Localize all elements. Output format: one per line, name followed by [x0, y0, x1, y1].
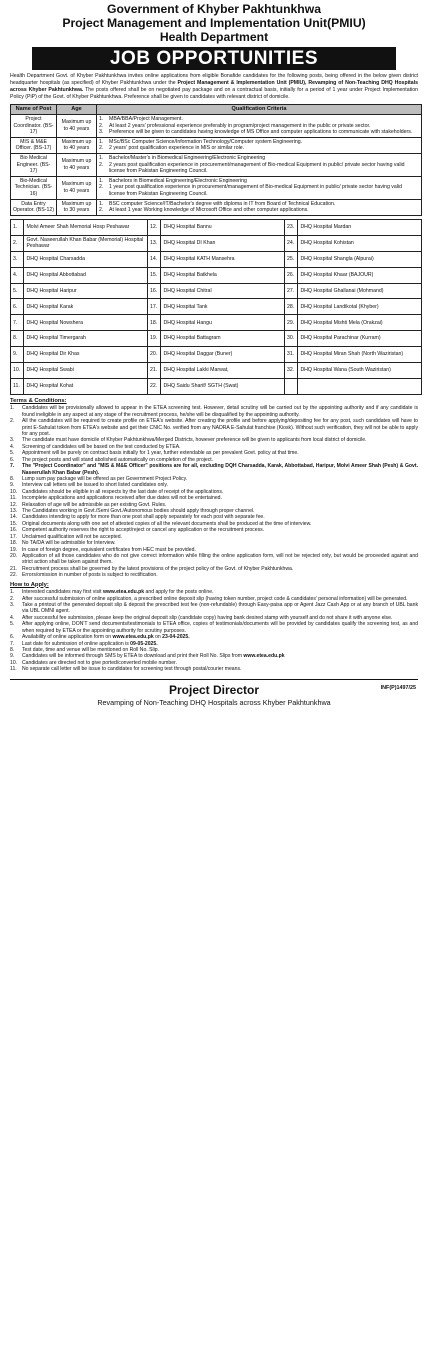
hospital-row	[11, 251, 422, 267]
criteria-text: 2 years post qualification experience in procurement/management of Bio-medical Equipment in public/ private sector having valid license from Pakistan Engineering Council.	[109, 161, 405, 175]
criteria-text: At least 1 year Working knowledge of Microsoft Office and other computer applications.	[109, 207, 309, 214]
term-text: Application of all those candidates who do not give correct information while filling the online application form, will not be rejected only, but would be proceeded against and strict action shall be taken against them.	[22, 553, 418, 566]
govt-title: Government of Khyber Pakhtunkhwa	[107, 2, 321, 16]
term-text: Unclaimed qualification will not be accepted.	[22, 533, 122, 540]
hospital-name: DHQ Hospital Battagram	[161, 331, 285, 347]
hospital-number: 27.	[284, 283, 297, 299]
hospital-name: DHQ Saidu Sharif/ SGTH (Swat)	[161, 378, 285, 394]
criteria-number: 3.	[99, 129, 104, 136]
hospitals-table-body	[11, 219, 422, 394]
hospital-number: 29.	[284, 315, 297, 331]
criteria-number: 2.	[99, 161, 104, 168]
criteria-text: 1 year post qualification experience in procurement/management of Bio-medical Equipment in public/ private sector having valid license from Pakistan Engineering Council.	[109, 184, 402, 197]
posts-table-header	[11, 105, 422, 115]
terms-title: Terms & Conditions:	[10, 397, 67, 404]
apply-number: 10.	[10, 659, 18, 666]
term-number: 11.	[10, 495, 17, 502]
hospital-name: DHQ Hospital DI Khan	[161, 235, 285, 251]
term-item	[10, 572, 418, 578]
hospital-name: DHQ Hospital Daggar (Buner)	[161, 347, 285, 363]
criteria-item	[99, 145, 419, 152]
hospital-name: DHQ Hospital Kohat	[24, 378, 148, 394]
post-name: Data Entry Operator. (BS-12)	[11, 199, 57, 215]
header	[4, 2, 424, 44]
term-text: In case of foreign degree, equivalent certificates from HEC must be provided.	[22, 546, 196, 553]
hospital-name: DHQ Hospital Mishti Mela (Orakzai)	[298, 315, 422, 331]
criteria-number: 1.	[99, 177, 104, 184]
terms-list	[10, 405, 418, 578]
col-name-of-post: Name of Post	[11, 105, 57, 115]
hospital-name: DHQ Hospital Parachinar (Kurram)	[298, 331, 422, 347]
apply-title: How to Apply:	[10, 581, 49, 588]
term-number: 8.	[10, 475, 15, 482]
apply-item	[10, 666, 418, 672]
term-text: Candidates will be provisionally allowed to appear in the ETEA screening test. However, detail scrutiny will be carried out by the appointing authority and if any candidate is found ineligible in any aspect at any stage of the recruitment process, he/she will be disqualified by the appointing authority.	[22, 405, 418, 418]
hospital-row	[11, 235, 422, 251]
criteria-number: 1.	[99, 154, 104, 161]
term-text: Relaxation of age will be admissible as per existing Govt. Rules.	[22, 501, 167, 508]
hospital-number: 6.	[11, 299, 24, 315]
hospital-name: Molvi Ameer Shah Memorial Hosp Peshawar	[24, 219, 148, 235]
criteria-number: 2.	[99, 184, 104, 191]
post-age: Maximum up to 40 years	[57, 137, 97, 153]
post-name: Bio-Medical Technician. (BS-16)	[11, 176, 57, 199]
hospital-row	[11, 331, 422, 347]
hospital-number: 31.	[284, 347, 297, 363]
criteria-number: 1.	[99, 138, 104, 145]
apply-number: 2.	[10, 595, 15, 602]
post-row	[11, 176, 422, 199]
hospital-number: 8.	[11, 331, 24, 347]
criteria-item	[99, 184, 419, 197]
hospital-number: 11.	[11, 378, 24, 394]
term-number: 3.	[10, 437, 15, 444]
post-criteria	[97, 199, 422, 215]
apply-text-part: Candidates are directed not to give ported/converted mobile number.	[22, 659, 177, 666]
hospital-number: 1.	[11, 219, 24, 235]
intro-paragraph	[10, 73, 418, 101]
term-text: The Candidates working in Govt./Semi Govt./Autonomous bodies should apply through proper channel.	[22, 508, 255, 515]
criteria-item	[99, 178, 419, 185]
hospital-name: DHQ Hospital Haripur	[24, 283, 148, 299]
intro-text-2: The posts offered shall be on negotiated pay package and on a contractual basis, initially for a period of 1 year under Project Implementation Policy (PiP) of the Govt. of Khyber Pakhtunkhwa. Preference shall be given to candidates with relevant district of domicile.	[10, 87, 418, 100]
post-row	[11, 137, 422, 153]
term-number: 22.	[10, 572, 18, 579]
col-qualification: Qualification Criteria	[97, 105, 422, 115]
hospital-row	[11, 378, 422, 394]
criteria-item	[99, 155, 419, 162]
term-text: Candidates intending to apply for more than one post shall apply separately for each post with separate fee.	[22, 514, 265, 521]
hospital-name: DHQ Hospital Mardan	[298, 219, 422, 235]
apply-text-part: After successful fee submission, please keep the original deposit slip (candidate copy) having bank desired stamp with yourself and do not share it with anyone else.	[22, 614, 393, 621]
apply-text-part: No separate call letter will be issue to candidates for screening test through postal/courier means.	[22, 666, 242, 673]
hospital-name: DHQ Hospital Wana (South Waziristan)	[298, 363, 422, 379]
project-subtitle: Revamping of Non-Teaching DHQ Hospitals across Khyber Pakhtunkhwa	[97, 697, 331, 707]
hospital-row	[11, 315, 422, 331]
hospital-number: 5.	[11, 283, 24, 299]
post-row	[11, 153, 422, 176]
apply-text-part: Interested candidates may first visit	[22, 589, 103, 596]
apply-text	[22, 666, 418, 672]
post-criteria	[97, 153, 422, 176]
post-name: Project Coordinator. (BS-17)	[11, 115, 57, 138]
post-age: Maximum up to 30 years	[57, 199, 97, 215]
apply-number: 6.	[10, 634, 15, 641]
hospital-number: 16.	[147, 283, 160, 299]
apply-text-bold: 09-05-2025.	[130, 640, 158, 647]
apply-number: 5.	[10, 621, 15, 628]
apply-item	[10, 602, 418, 615]
pmiu-title: Project Management and Implementation Unit(PMIU)	[62, 16, 366, 30]
apply-text-part: Last date for submission of online application is	[22, 640, 131, 647]
hospital-row	[11, 299, 422, 315]
hospital-number: 7.	[11, 315, 24, 331]
hospital-number: 18.	[147, 315, 160, 331]
footer	[10, 679, 418, 707]
apply-number: 9.	[10, 653, 15, 660]
hospital-name: DHQ Hospital Ghallanai (Mohmand)	[298, 283, 422, 299]
apply-number: 7.	[10, 640, 15, 647]
term-text: Lump sum pay package will be offered as per Government Project Policy.	[22, 475, 188, 482]
hospital-name: DHQ Hospital Karak	[24, 299, 148, 315]
post-row	[11, 199, 422, 215]
hospital-number: 2.	[11, 235, 24, 251]
job-opportunities-banner: JOB OPPORTUNITIES	[32, 47, 396, 70]
hospital-number: 17.	[147, 299, 160, 315]
apply-text-part: After successful submission of online application, a prescribed online deposit slip (having token number, project code & candidates' personal information) will be generated.	[22, 595, 408, 602]
term-text: Recruitment process shall be governed by the latest provisions of the project policy of the Govt. of Khyber Pakhtunkhwa.	[22, 565, 294, 572]
post-criteria	[97, 137, 422, 153]
apply-text-part: Availability of online application form on	[22, 634, 113, 641]
term-number: 13.	[10, 508, 18, 515]
hospital-name: DHQ Hospital Timergarah	[24, 331, 148, 347]
term-number: 12.	[10, 501, 18, 508]
criteria-text: Preference will be given to candidates having knowledge of MS Office and computer applications to communicate with stakeholders.	[109, 129, 413, 136]
term-text: All the candidates will be required to create profile on ETEA's website. After creating the profile and before applying/depositing fee for any post, such candidates will have to print E-Sahulat token from ETEA's website and get their CNIC No. verified from any NADRA E-Sahulat franchise (Kiosk). Without such verification, they will not be able to apply for any post.	[22, 418, 418, 437]
term-text: No TA/DA will be admissible for Interview.	[22, 540, 116, 547]
term-number: 14.	[10, 514, 18, 521]
apply-text-bold: www.etea.edu.pk	[102, 589, 145, 596]
post-criteria	[97, 176, 422, 199]
term-item	[10, 553, 418, 566]
hospital-number: 9.	[11, 347, 24, 363]
term-item	[10, 418, 418, 437]
criteria-item	[99, 129, 419, 136]
apply-list	[10, 589, 418, 672]
apply-text-part: on	[153, 634, 163, 641]
hospital-number: 12.	[147, 219, 160, 235]
post-age: Maximum up to 40 years	[57, 115, 97, 138]
apply-text	[22, 602, 418, 615]
hospital-number: 15.	[147, 267, 160, 283]
hospital-name: DHQ Hospital Abbottabad	[24, 267, 148, 283]
criteria-item	[99, 116, 419, 123]
criteria-text: MSc/BSc Computer Science/Information Technology/Computer system Engineering.	[109, 138, 303, 145]
hospital-name: DHQ Hospital Batkhela	[161, 267, 285, 283]
apply-number: 3.	[10, 602, 15, 609]
criteria-item	[99, 201, 419, 208]
apply-text-part: After applying online, DON'T send documents/testimonials to ETEA office, copies of testimonials/documents will be provided by candidates qualify the screening test, as and when required by ETEA or the appointing authority for scrutiny purposes.	[22, 621, 418, 634]
term-number: 17.	[10, 533, 18, 540]
post-age: Maximum up to 40 years	[57, 153, 97, 176]
hospital-number: 25.	[284, 251, 297, 267]
term-item	[10, 463, 418, 476]
hospital-number: 24.	[284, 235, 297, 251]
term-text: Original documents along with one set of attested copies of all the relevant documents shall be produced at the time of interview.	[22, 520, 312, 527]
term-text: The "Project Coordinator" and "MIS & M&E Officer" positions are for all, excluding DQH Charsadda, Karak, Abbottabad, Haripur, Molvi Ameer Shah (Pesh) & Govt. Naseerullah Khan Babar (Pesh).	[22, 463, 418, 476]
apply-text-part: Test date, time and venue will be mentioned on Roll No. Slip.	[22, 647, 160, 653]
criteria-text: Bachelors in Biomedical Engineering/Electronic Engineering	[109, 177, 247, 184]
hospital-row	[11, 219, 422, 235]
criteria-number: 1.	[99, 116, 104, 122]
hospital-name: DHQ Hospital Tank	[161, 299, 285, 315]
term-text: The candidate must have domicile of Khyber Pakhtunkhwa/Merged Districts, however preference will be given to applicants from local district of domicile.	[22, 437, 367, 444]
term-number: 1.	[10, 405, 15, 412]
apply-number: 11.	[10, 666, 17, 673]
hospital-name: DHQ Hospital Chitral	[161, 283, 285, 299]
department-title: Health Department	[159, 30, 269, 44]
criteria-item	[99, 139, 419, 146]
hospital-number: 10.	[11, 363, 24, 379]
term-number: 18.	[10, 540, 18, 547]
apply-text	[22, 621, 418, 634]
term-number: 16.	[10, 527, 18, 534]
criteria-text: BSC computer Science/IT/Bachelor's degree with diploma in IT from Board of Technical Education.	[109, 200, 336, 207]
posts-table-body	[11, 115, 422, 216]
apply-number: 8.	[10, 647, 15, 653]
hospital-number: 22.	[147, 378, 160, 394]
hospital-name: DHQ Hospital Landikotal (Khyber)	[298, 299, 422, 315]
term-text: The project posts and will stand abolished automatically on completion of the project.	[22, 456, 214, 463]
term-number: 21.	[10, 565, 18, 572]
hospital-number: 19.	[147, 331, 160, 347]
term-text: Interview call letters will be issued to short listed candidates only.	[22, 482, 168, 489]
post-name: Bio Medical Engineer. (BS-17)	[11, 153, 57, 176]
hospital-name: DHQ Hospital Shangla (Alpurai)	[298, 251, 422, 267]
term-text: Competent authority reserves the right to accept/reject or cancel any application or the recruitment process.	[22, 527, 265, 534]
hospital-name: DHQ Hospital KATH Mansehra	[161, 251, 285, 267]
intro-bold-text: Project Management & Implementation Unit (PMIU), Revamping of Non-Teaching DHQ Hospitals across Khyber Pakhtunkhwa.	[10, 80, 418, 93]
hospital-row	[11, 347, 422, 363]
hospital-name: DHQ Hospital Nowshera	[24, 315, 148, 331]
hospital-name: DHQ Hospital Lakki Marwat,	[161, 363, 285, 379]
hospital-number: 4.	[11, 267, 24, 283]
term-number: 10.	[10, 488, 18, 495]
hospital-number: 13.	[147, 235, 160, 251]
inf-code: INF(P)1497/25	[380, 684, 416, 691]
posts-table	[10, 104, 422, 216]
term-number: 19.	[10, 546, 18, 553]
term-number: 9.	[10, 482, 15, 489]
term-text: Incomplete applications and applications received after due dates will not be entertained.	[22, 495, 222, 502]
apply-text-bold: www.etea.edu.pk	[112, 634, 154, 641]
post-row	[11, 115, 422, 138]
hospital-number: 32.	[284, 363, 297, 379]
hospital-row	[11, 283, 422, 299]
hospital-name: DHQ Hospital Khaar (BAJOUR)	[298, 267, 422, 283]
hospital-row	[11, 363, 422, 379]
hospital-number: 21.	[147, 363, 160, 379]
hospitals-table	[10, 219, 422, 395]
hospital-name: DHQ Hospital Miran Shah (North Waziristan)	[298, 347, 422, 363]
hospital-name: DHQ Hospital Charsadda	[24, 251, 148, 267]
criteria-item	[99, 162, 419, 175]
apply-number: 1.	[10, 589, 15, 596]
hospital-number	[284, 378, 297, 394]
term-number: 15.	[10, 520, 18, 527]
criteria-text: 2 years' post qualification experience in MIS or similar role.	[109, 145, 245, 152]
term-text: Errors/omission in number of posts is subject to rectification.	[22, 572, 158, 579]
criteria-number: 2.	[99, 207, 104, 214]
hospital-number: 28.	[284, 299, 297, 315]
term-text: Screening of candidates will be based on the test conducted by ETEA.	[22, 443, 181, 450]
hospital-number: 14.	[147, 251, 160, 267]
criteria-item	[99, 123, 419, 130]
hospital-name	[298, 378, 422, 394]
hospital-number: 26.	[284, 267, 297, 283]
term-number: 6.	[10, 456, 15, 463]
term-number: 4.	[10, 443, 15, 450]
hospital-number: 20.	[147, 347, 160, 363]
term-number: 5.	[10, 450, 15, 457]
term-number: 20.	[10, 553, 18, 560]
criteria-text: At least 2 years' professional experience preferably in program/project management in the public or private sector.	[109, 122, 371, 129]
criteria-item	[99, 207, 419, 214]
apply-number: 4.	[10, 614, 15, 621]
criteria-number: 2.	[99, 145, 104, 152]
term-number: 7.	[10, 463, 15, 470]
intro-text-1: Health Department Govt. of Khyber Pakhtunkhwa invites online applications from eligible Bonafide candidates for the following posts, being offered in the below given district headquarter hospitals (as specified) of Khyber Pakhtunkhwa under the	[10, 73, 418, 86]
col-age: Age	[57, 105, 97, 115]
hospital-number: 30.	[284, 331, 297, 347]
apply-text-part: Take a printout of the generated deposit slip & deposit the prescribed test fee (non-refundable) through Easy-paisa app or Agent Jazz Cash App or at any branch of UBL bank via UBL OMNI agent.	[22, 602, 418, 615]
hospital-name: DHQ Hospital Bannu	[161, 219, 285, 235]
post-age: Maximum up to 40 years	[57, 176, 97, 199]
hospital-row	[11, 267, 422, 283]
term-text: Appointment will be purely on contract basis initially for 1 year, further extendable as per prevalent Govt. policy at that time.	[22, 450, 299, 457]
apply-text-part: Candidates will be informed through SMS by ETEA to download and print their Roll No. Slips from	[22, 653, 244, 660]
criteria-number: 2.	[99, 122, 104, 129]
term-item	[10, 405, 418, 418]
hospital-number: 3.	[11, 251, 24, 267]
hospital-name: DHQ Hospital Swabi	[24, 363, 148, 379]
hospital-name: DHQ Hospital Hangu	[161, 315, 285, 331]
apply-text-bold: 23-04-2025.	[162, 634, 190, 641]
criteria-text: MBA/BBA/Project Management.	[109, 116, 183, 122]
apply-item	[10, 621, 418, 634]
criteria-text: Bachelor/Master's in Biomedical Engineering/Electronic Engineering	[109, 154, 266, 161]
post-name: MIS & M&E Officer. (BS-17)	[11, 137, 57, 153]
apply-text-bold: www.etea.edu.pk	[243, 653, 285, 660]
hospital-number: 23.	[284, 219, 297, 235]
post-criteria	[97, 115, 422, 138]
project-director-title: Project Director	[168, 682, 260, 697]
criteria-number: 1.	[99, 200, 104, 207]
hospital-name: DHQ Hospital Kohistan	[298, 235, 422, 251]
term-text: Candidates should be eligible in all respects by the last date of receipt of the applications.	[22, 488, 224, 495]
apply-text-part: and apply for the posts online.	[144, 589, 214, 596]
hospital-name: DHQ Hospital Dir Khas	[24, 347, 148, 363]
hospital-name: Govt. Naseerullah Khan Babar (Memorial) Hospital Peshawar	[24, 235, 148, 251]
term-number: 2.	[10, 418, 15, 425]
